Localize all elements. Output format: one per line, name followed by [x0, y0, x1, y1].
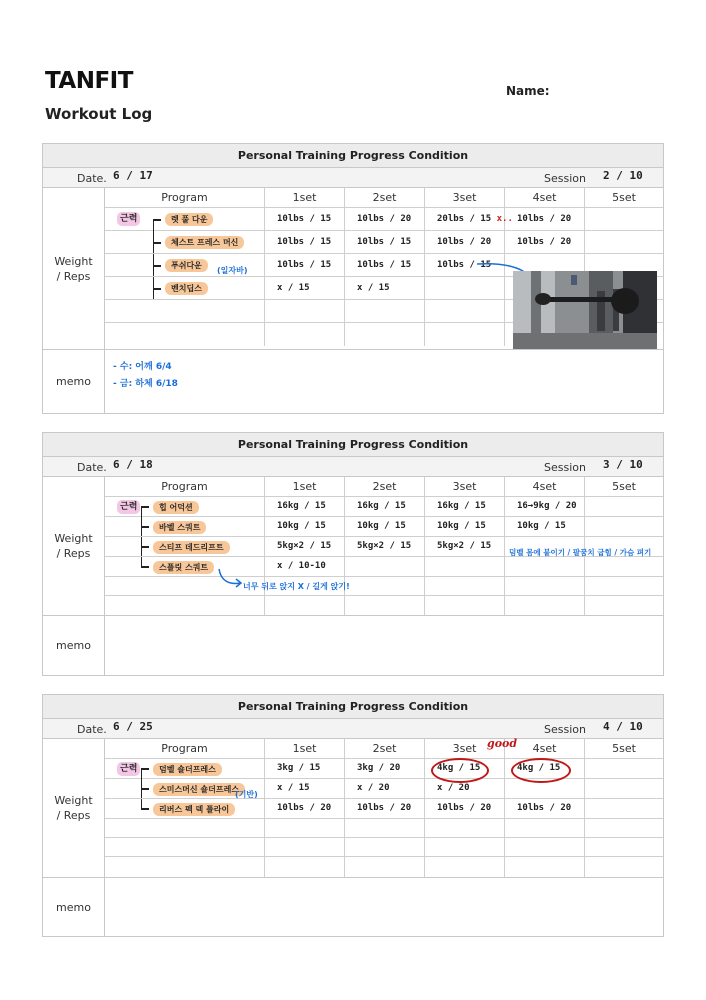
- table-row: [105, 557, 663, 577]
- highlight-circle: [431, 758, 489, 783]
- col-program: Program: [105, 739, 265, 759]
- set-value: x / 15: [265, 779, 345, 799]
- set-value: [265, 838, 345, 857]
- set-value: x / 20: [425, 779, 505, 799]
- set-value: [585, 557, 663, 577]
- set-value: [585, 208, 663, 231]
- set-value: x / 10-10: [265, 557, 345, 577]
- session-block-2: [42, 432, 664, 676]
- col-program: Program: [105, 477, 265, 497]
- set-value: 10kg / 15: [425, 517, 505, 537]
- set-value: [505, 838, 585, 857]
- program-cell: [105, 779, 265, 799]
- session-block-3: [42, 694, 664, 937]
- col-2set: 2set: [345, 739, 425, 759]
- set-value: [345, 557, 425, 577]
- program-cell: [105, 857, 265, 877]
- set-value: [585, 819, 663, 838]
- exercise-name: 스미스머신 숄더프레스: [153, 783, 245, 796]
- page-title: Workout Log: [45, 105, 153, 123]
- set-value: [425, 819, 505, 838]
- set-value: [585, 838, 663, 857]
- col-3set: 3set: [425, 739, 505, 759]
- set-note-cell: [505, 537, 652, 557]
- set-value: 5kg×2 / 15: [265, 537, 345, 557]
- col-1set: 1set: [265, 739, 345, 759]
- col-program: Program: [105, 188, 265, 208]
- good-annotation: good: [487, 737, 518, 750]
- exercise-name: 렛 풀 다운: [165, 213, 213, 226]
- table-row: [105, 231, 663, 254]
- set-value: [425, 577, 505, 596]
- set-value: 10lbs / 20: [505, 208, 585, 231]
- curve-arrow-annotation: [215, 567, 245, 591]
- set-value: x / 15: [345, 277, 425, 300]
- form-note: 너무 뒤로 앉지 X / 길게 앉기!: [243, 582, 350, 591]
- col-3set: 3set: [425, 477, 505, 497]
- column-header-row: [105, 739, 663, 759]
- set-value: 10kg / 15: [265, 517, 345, 537]
- session-label: Session: [544, 172, 586, 185]
- date-row: [43, 719, 663, 739]
- set-value: [505, 596, 585, 615]
- set-value: 10lbs / 20: [425, 231, 505, 254]
- exercise-name: 체스트 프레스 머신: [165, 236, 244, 249]
- col-1set: 1set: [265, 477, 345, 497]
- session-value: 4 / 10: [603, 720, 643, 733]
- date-label: Date.: [77, 461, 107, 474]
- exercise-name: 바벨 스쿼트: [153, 521, 206, 534]
- table-row: [105, 497, 663, 517]
- program-cell: [105, 231, 265, 254]
- memo-label: memo: [43, 616, 105, 675]
- set-value: [345, 857, 425, 877]
- set-value: 10lbs / 20: [345, 208, 425, 231]
- program-cell: [105, 759, 265, 779]
- block-header: Personal Training Progress Condition: [43, 433, 663, 457]
- set-value: [585, 577, 663, 596]
- set-value: [345, 300, 425, 323]
- set-value: [505, 857, 585, 877]
- set-value: 20lbs / 15 x..: [425, 208, 505, 231]
- weight-reps-label: Weight / Reps: [43, 739, 105, 877]
- set-value: [585, 779, 663, 799]
- set-value: [585, 497, 663, 517]
- set-value: 10lbs / 15: [345, 231, 425, 254]
- program-cell: [105, 537, 265, 557]
- program-cell: [105, 300, 265, 323]
- set-value: x / 20: [345, 779, 425, 799]
- set-value: [345, 596, 425, 615]
- category-label: 근력: [117, 500, 140, 514]
- exercise-name: 벤치딥스: [165, 282, 208, 295]
- set-value: [505, 557, 585, 577]
- program-cell: [105, 254, 265, 277]
- set-value: [585, 759, 663, 779]
- set-value: 10lbs / 15: [265, 254, 345, 277]
- table-row: [105, 208, 663, 231]
- set-value: 10kg / 15: [345, 517, 425, 537]
- program-cell: [105, 819, 265, 838]
- session-value: 3 / 10: [603, 458, 643, 471]
- col-4set: 4set: [505, 188, 585, 208]
- memo-row: [43, 877, 663, 936]
- set-value: [265, 596, 345, 615]
- set-value: [425, 557, 505, 577]
- block-header: Personal Training Progress Condition: [43, 144, 663, 168]
- set-value: [585, 231, 663, 254]
- table-row: [105, 857, 663, 877]
- set-value: [425, 596, 505, 615]
- category-label: 근력: [117, 762, 140, 776]
- exercise-name: 리버스 펙 덱 플라이: [153, 803, 235, 816]
- program-cell: [105, 208, 265, 231]
- set-value: [585, 857, 663, 877]
- program-cell: [105, 799, 265, 819]
- set-value: 10lbs / 15: [345, 254, 425, 277]
- set-value: [265, 819, 345, 838]
- log-grid: [43, 739, 663, 877]
- set-value: 10lbs / 15: [265, 231, 345, 254]
- memo-row: [43, 349, 663, 413]
- log-grid: [43, 477, 663, 615]
- column-header-row: [105, 188, 663, 208]
- program-cell: [105, 838, 265, 857]
- set-value: 16kg / 15: [265, 497, 345, 517]
- set-value: 5kg×2 / 15: [425, 537, 505, 557]
- set-value: 10lbs / 15: [425, 254, 505, 277]
- program-cell: [105, 596, 265, 615]
- set-value: 10lbs / 15: [265, 208, 345, 231]
- memo-text: - 금: 하체 6/18: [113, 379, 178, 389]
- exercise-name: 스티프 데드리프트: [153, 541, 230, 554]
- set-value: 4kg / 15: [425, 759, 505, 779]
- set-value: 3kg / 20: [345, 759, 425, 779]
- set-value: 16kg / 15: [425, 497, 505, 517]
- name-label: Name:: [506, 84, 550, 98]
- session-value: 2 / 10: [603, 169, 643, 182]
- set-value: [425, 838, 505, 857]
- set-value: 4kg / 15: [505, 759, 585, 779]
- table-row: [105, 779, 663, 799]
- set-value: [585, 596, 663, 615]
- session-block-1: [42, 143, 664, 414]
- date-row: [43, 168, 663, 188]
- set-value: x / 15: [265, 277, 345, 300]
- col-5set: 5set: [612, 480, 636, 493]
- weight-reps-label: Weight / Reps: [43, 477, 105, 615]
- col-3set: 3set: [425, 188, 505, 208]
- set-value: [345, 323, 425, 346]
- set-value: 10lbs / 20: [265, 799, 345, 819]
- set-value: [265, 323, 345, 346]
- table-row: [105, 838, 663, 857]
- exercise-note: (기반): [235, 790, 258, 799]
- col-2set: 2set: [345, 477, 425, 497]
- fail-mark: x..: [496, 214, 513, 224]
- set-value: 16→9kg / 20: [505, 497, 585, 517]
- exercise-note: (일자바): [217, 266, 248, 275]
- category-label: 근력: [117, 212, 140, 226]
- set-value: 3kg / 15: [265, 759, 345, 779]
- set-value: 10lbs / 20: [505, 231, 585, 254]
- set-value: [505, 577, 585, 596]
- memo-label: memo: [43, 878, 105, 936]
- date-label: Date.: [77, 172, 107, 185]
- set-value: [585, 537, 663, 557]
- set-value: 16kg / 15: [345, 497, 425, 517]
- table-row: [105, 596, 663, 615]
- col-4set: 4set: [505, 739, 585, 759]
- weight-reps-label: Weight / Reps: [43, 188, 105, 349]
- col-5set: 5set: [612, 742, 636, 755]
- set-value: [585, 517, 663, 537]
- table-row: [105, 819, 663, 838]
- exercise-name: 덤벨 숄더프레스: [153, 763, 222, 776]
- program-cell: [105, 517, 265, 537]
- set-note: 덤벨 몸에 붙이기 / 팔꿈치 굽힘 / 가슴 펴기: [509, 548, 652, 557]
- table-row: [105, 799, 663, 819]
- exercise-name: 스플릿 스쿼트: [153, 561, 214, 574]
- exercise-name: 힙 어덕션: [153, 501, 199, 514]
- date-row: [43, 457, 663, 477]
- brand-logo: TANFIT: [45, 68, 133, 94]
- session-label: Session: [544, 461, 586, 474]
- col-4set: 4set: [505, 477, 585, 497]
- exercise-photo: [513, 271, 657, 349]
- session-label: Session: [544, 723, 586, 736]
- date-value: 6 / 18: [113, 458, 153, 471]
- set-value: 5kg×2 / 15: [345, 537, 425, 557]
- set-value: [585, 799, 663, 819]
- set-value: [345, 838, 425, 857]
- col-5set: 5set: [612, 191, 636, 204]
- block-header: Personal Training Progress Condition: [43, 695, 663, 719]
- set-value: 10lbs / 20: [345, 799, 425, 819]
- set-value: 10kg / 15: [505, 517, 585, 537]
- set-value: [265, 857, 345, 877]
- set-value: [505, 819, 585, 838]
- table-row: [105, 759, 663, 779]
- set-value: 10lbs / 20: [425, 799, 505, 819]
- column-header-row: [105, 477, 663, 497]
- memo-text: - 수: 어깨 6/4: [113, 362, 172, 372]
- set-value: [425, 323, 505, 346]
- table-row: [105, 577, 663, 596]
- program-cell: [105, 497, 265, 517]
- col-1set: 1set: [265, 188, 345, 208]
- date-value: 6 / 25: [113, 720, 153, 733]
- memo-row: [43, 615, 663, 675]
- date-label: Date.: [77, 723, 107, 736]
- program-cell: [105, 323, 265, 346]
- col-2set: 2set: [345, 188, 425, 208]
- set-value: [265, 300, 345, 323]
- table-row: [105, 517, 663, 537]
- date-value: 6 / 17: [113, 169, 153, 182]
- program-cell: [105, 277, 265, 300]
- table-row: [105, 537, 663, 557]
- set-value: [345, 819, 425, 838]
- memo-label: memo: [43, 350, 105, 413]
- set-value: 10lbs / 20: [505, 799, 585, 819]
- exercise-name: 푸쉬다운: [165, 259, 208, 272]
- set-value: [345, 577, 425, 596]
- photo-image: [513, 271, 657, 349]
- set-value: [425, 857, 505, 877]
- highlight-circle: [511, 758, 571, 783]
